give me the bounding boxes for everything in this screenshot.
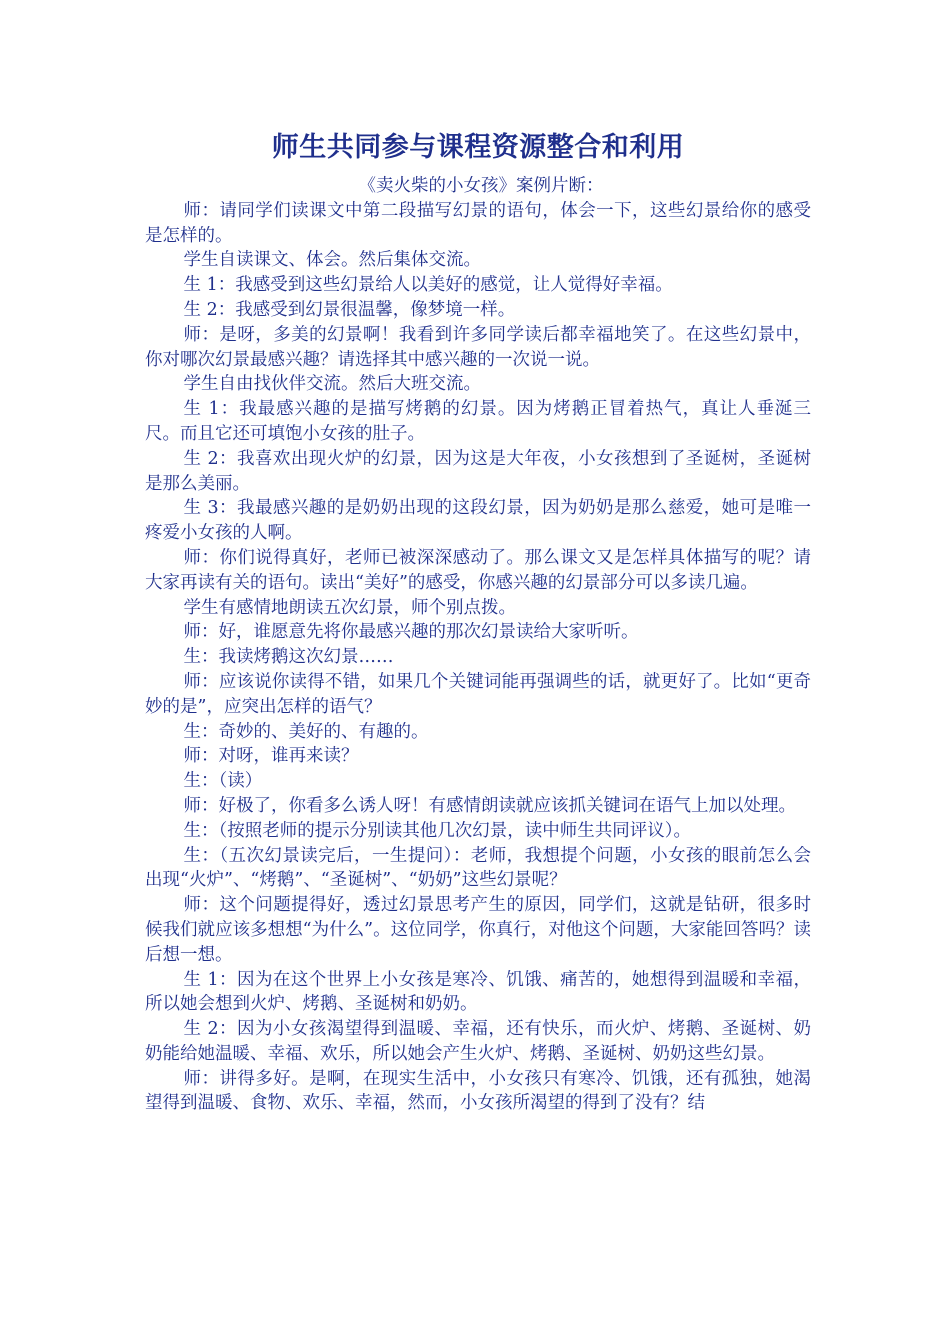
paragraph: 师：是呀，多美的幻景啊！我看到许多同学读后都幸福地笑了。在这些幻景中，你对哪次幻景最感兴趣？请选择其中感兴趣的一次说一说。 bbox=[145, 324, 811, 370]
paragraph: 生 1：我感受到这些幻景给人以美好的感觉，让人觉得好幸福。 bbox=[183, 275, 673, 296]
paragraph: 生 2：我喜欢出现火炉的幻景，因为这是大年夜，小女孩想到了圣诞树，圣诞树是那么美丽。 bbox=[145, 448, 811, 494]
paragraph: 学生有感情地朗读五次幻景，师个别点拨。 bbox=[183, 597, 516, 618]
paragraph: 生 2：因为小女孩渴望得到温暖、幸福，还有快乐，而火炉、烤鹅、圣诞树、奶奶能给她温暖、幸福、欢乐，所以她会产生火炉、烤鹅、圣诞树、奶奶这些幻景。 bbox=[145, 1019, 811, 1064]
document-body bbox=[145, 199, 811, 1116]
paragraph: 师：好极了，你看多么诱人呀！有感情朗读就应该抓关键词在语气上加以处理。 bbox=[183, 795, 796, 816]
paragraph: 生：（按照老师的提示分别读其他几次幻景，读中师生共同评议）。 bbox=[183, 820, 691, 841]
paragraph: 生 1：我最感兴趣的是描写烤鹅的幻景。因为烤鹅正冒着热气，真让人垂涎三尺。而且它还可填饱小女孩的肚子。 bbox=[145, 399, 811, 444]
paragraph: 生 3：我最感兴趣的是奶奶出现的这段幻景，因为奶奶是那么慈爱，她可是唯一疼爱小女孩的人啊。 bbox=[145, 498, 811, 544]
paragraph: 生 2：我感受到幻景很温馨，像梦境一样。 bbox=[183, 299, 516, 320]
paragraph: 师：好，谁愿意先将你最感兴趣的那次幻景读给大家听听。 bbox=[183, 622, 639, 643]
case-subtitle: 《卖火柴的小女孩》案例片断： bbox=[358, 176, 604, 196]
paragraph: 师：讲得多好。是啊，在现实生活中，小女孩只有寒冷、饥饿，还有孤独，她渴望得到温暖、食物、欢乐、幸福，然而，小女孩所渴望的得到了没有？结 bbox=[145, 1068, 811, 1114]
paragraph: 生：奇妙的、美好的、有趣的。 bbox=[183, 721, 429, 742]
paragraph: 学生自由找伙伴交流。然后大班交流。 bbox=[183, 374, 481, 395]
paragraph: 生：我读烤鹅这次幻景…… bbox=[183, 647, 394, 668]
document-title: 师生共同参与课程资源整合和利用 bbox=[271, 132, 685, 163]
paragraph: 生：（读） bbox=[183, 771, 263, 792]
paragraph: 师：这个问题提得好，透过幻景思考产生的原因，同学们，这就是钻研，很多时候我们就应该多想想“为什么”。这位同学，你真行，对他这个问题，大家能回答吗？读后想一想。 bbox=[145, 895, 811, 965]
document-page bbox=[145, 128, 811, 1116]
paragraph: 师：请同学们读课文中第二段描写幻景的语句，体会一下，这些幻景给你的感受是怎样的。 bbox=[145, 200, 811, 246]
paragraph: 师：对呀，谁再来读？ bbox=[183, 746, 359, 767]
paragraph: 师：应该说你读得不错，如果几个关键词能再强调些的话，就更好了。比如“更奇妙的是”，应突出怎样的语气？ bbox=[145, 671, 811, 717]
paragraph: 生：（五次幻景读完后，一生提问）：老师，我想提个问题，小女孩的眼前怎么会出现“火炉”、“烤鹅”、“圣诞树”、“奶奶”这些幻景呢？ bbox=[145, 845, 811, 891]
paragraph: 生 1：因为在这个世界上小女孩是寒冷、饥饿、痛苦的，她想得到温暖和幸福，所以她会想到火炉、烤鹅、圣诞树和奶奶。 bbox=[145, 969, 811, 1015]
paragraph: 师：你们说得真好，老师已被深深感动了。那么课文又是怎样具体描写的呢？请大家再读有关的语句。读出“美好”的感受，你感兴趣的幻景部分可以多读几遍。 bbox=[145, 547, 811, 593]
paragraph: 学生自读课文、体会。然后集体交流。 bbox=[183, 250, 481, 271]
